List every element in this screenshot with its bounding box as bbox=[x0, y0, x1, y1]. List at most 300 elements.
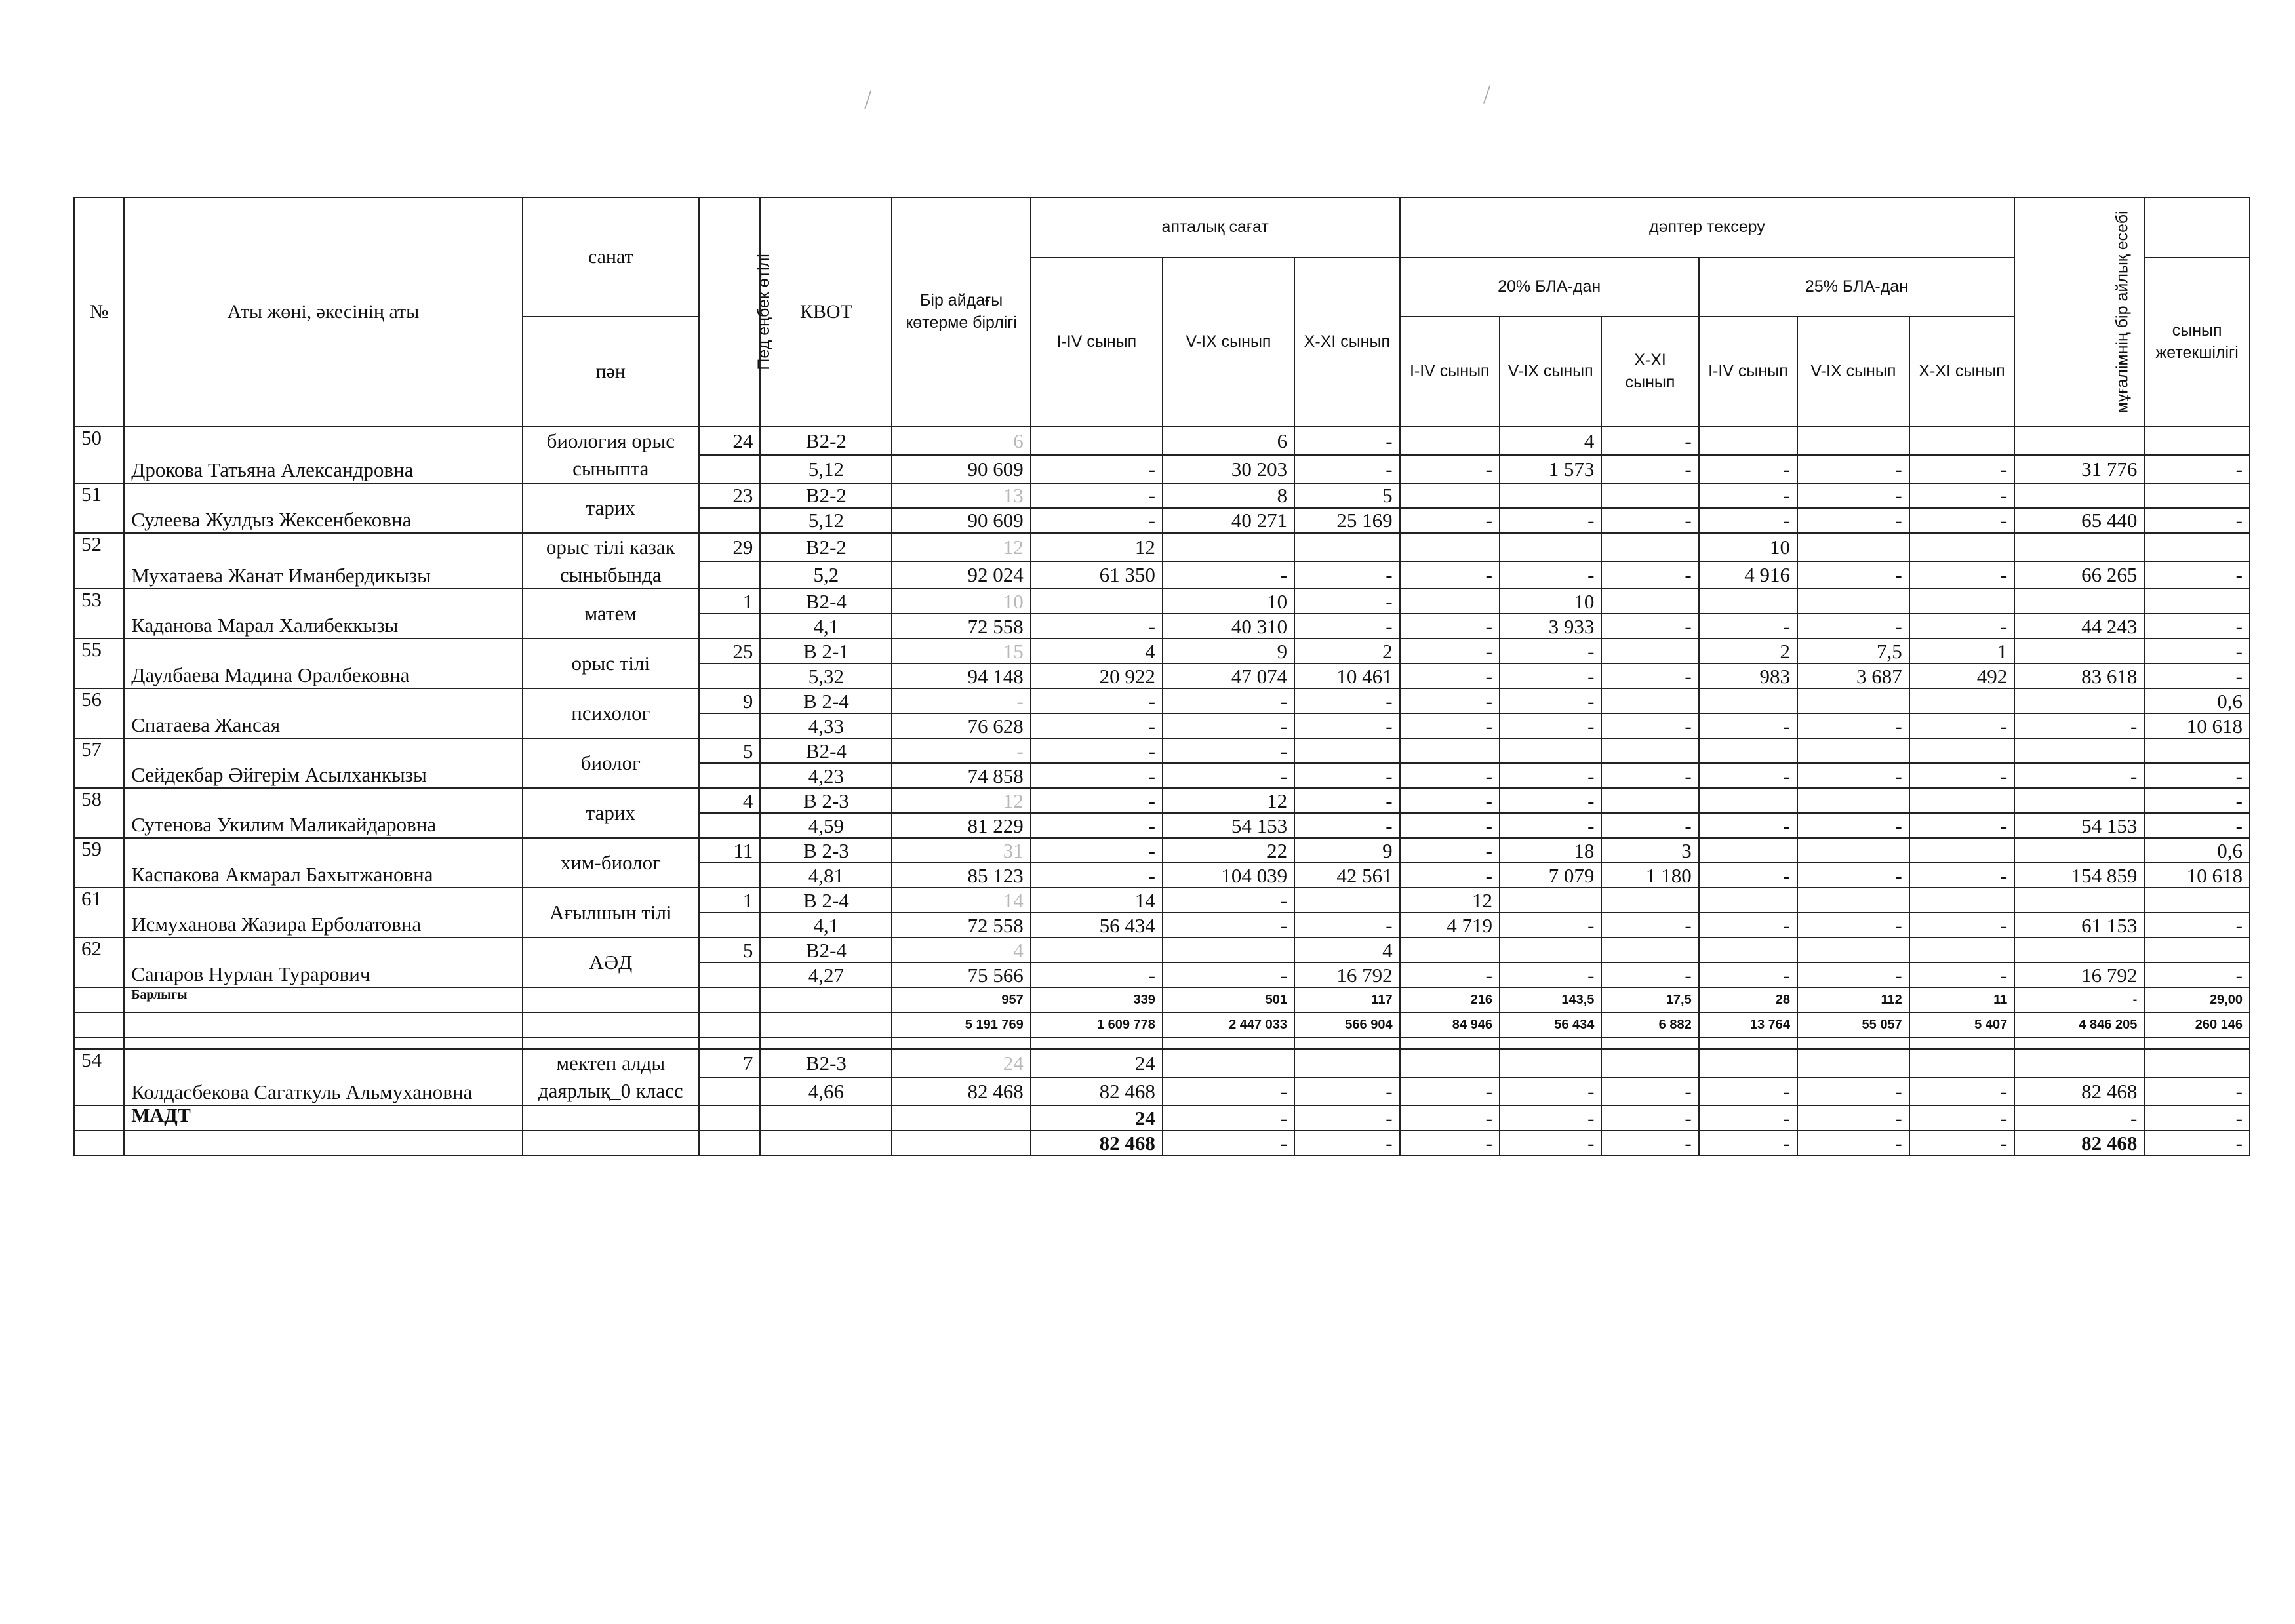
table-cell: - bbox=[2144, 962, 2250, 987]
row-name: Колдасбекова Сагаткуль Альмухановна bbox=[124, 1049, 523, 1105]
table-cell: - bbox=[1031, 688, 1163, 713]
table-cell: - bbox=[1699, 508, 1797, 533]
table-cell: - bbox=[1294, 614, 1400, 639]
table-cell bbox=[1601, 888, 1698, 913]
table-cell: - bbox=[1294, 1077, 1400, 1105]
table-cell bbox=[1500, 938, 1601, 962]
header-unit: Бір айдағы көтерме бірлігі bbox=[892, 197, 1030, 427]
table-cell: - bbox=[1294, 913, 1400, 938]
table-cell: 24 bbox=[1031, 1049, 1163, 1077]
table-cell: 94 148 bbox=[892, 663, 1030, 688]
table-cell: - bbox=[1601, 508, 1698, 533]
table-cell: - bbox=[1797, 713, 1909, 738]
table-cell: - bbox=[1699, 713, 1797, 738]
table-cell: - bbox=[1909, 1077, 2015, 1105]
row-subject: АӘД bbox=[523, 938, 699, 987]
header-w-c14: I-IV сынып bbox=[1031, 258, 1163, 427]
row-ped: 1 bbox=[699, 589, 760, 614]
table-cell: - bbox=[1294, 688, 1400, 713]
table-cell: 1 573 bbox=[1500, 455, 1601, 483]
table-cell: 5,2 bbox=[760, 561, 892, 589]
table-cell: - bbox=[1294, 561, 1400, 589]
table-cell: - bbox=[1601, 913, 1698, 938]
table-cell: - bbox=[1500, 713, 1601, 738]
table-cell bbox=[1601, 1049, 1698, 1077]
table-cell: 16 792 bbox=[2014, 962, 2144, 987]
table-cell: - bbox=[1294, 763, 1400, 788]
totals-cell: 5 407 bbox=[1909, 1012, 2015, 1037]
table-cell: - bbox=[1797, 614, 1909, 639]
totals-cell: 4 846 205 bbox=[2014, 1012, 2144, 1037]
table-cell: 5,12 bbox=[760, 508, 892, 533]
header-20-c59: V-IX сынып bbox=[1500, 317, 1601, 427]
row-number: 53 bbox=[74, 589, 124, 639]
table-cell: В2-2 bbox=[760, 533, 892, 561]
table-cell: - bbox=[1909, 813, 2015, 838]
table-cell bbox=[2014, 533, 2144, 561]
table-cell bbox=[1699, 838, 1797, 863]
spacer-cell bbox=[1500, 1037, 1601, 1049]
row-number: 57 bbox=[74, 738, 124, 788]
spacer-cell bbox=[1601, 1037, 1698, 1049]
madt-cell: - bbox=[1601, 1130, 1698, 1155]
row-ped-blank bbox=[699, 455, 760, 483]
table-cell: 65 440 bbox=[2014, 508, 2144, 533]
row-subject: биология орыс сыныпта bbox=[523, 427, 699, 483]
table-cell: 4,66 bbox=[760, 1077, 892, 1105]
spacer-cell bbox=[892, 1037, 1030, 1049]
table-cell bbox=[1909, 688, 2015, 713]
table-cell: - bbox=[1400, 614, 1500, 639]
table-cell: 4 719 bbox=[1400, 913, 1500, 938]
table-cell: 5,32 bbox=[760, 663, 892, 688]
madt-cell: - bbox=[1699, 1105, 1797, 1130]
header-sanat: санат bbox=[523, 197, 699, 317]
table-cell: 31 776 bbox=[2014, 455, 2144, 483]
table-cell: 3 bbox=[1601, 838, 1698, 863]
table-cell: - bbox=[1601, 962, 1698, 987]
table-cell: - bbox=[1400, 663, 1500, 688]
table-cell: - bbox=[2014, 713, 2144, 738]
table-cell: - bbox=[1031, 508, 1163, 533]
table-cell: 76 628 bbox=[892, 713, 1030, 738]
table-cell bbox=[2144, 1049, 2250, 1077]
scan-mark: / bbox=[1483, 79, 1491, 109]
table-row bbox=[74, 589, 2250, 614]
table-row bbox=[74, 838, 2250, 863]
madt-row bbox=[74, 1105, 2250, 1130]
madt-blank bbox=[760, 1105, 892, 1130]
madt-cell: - bbox=[1163, 1130, 1294, 1155]
row-subject: тарих bbox=[523, 483, 699, 533]
madt-cell: 24 bbox=[1031, 1105, 1163, 1130]
table-cell bbox=[1601, 688, 1698, 713]
table-cell: В 2-3 bbox=[760, 788, 892, 813]
row-ped: 23 bbox=[699, 483, 760, 508]
madt-cell: - bbox=[1500, 1105, 1601, 1130]
table-cell: 74 858 bbox=[892, 763, 1030, 788]
table-cell: В2-4 bbox=[760, 738, 892, 763]
table-cell bbox=[1909, 533, 2015, 561]
madt-label: МАДТ bbox=[124, 1105, 523, 1130]
table-cell bbox=[1797, 1049, 1909, 1077]
table-cell: - bbox=[1163, 713, 1294, 738]
totals-blank bbox=[74, 1012, 124, 1037]
table-cell: - bbox=[1500, 813, 1601, 838]
table-cell: - bbox=[1163, 763, 1294, 788]
table-cell: 10 618 bbox=[2144, 863, 2250, 888]
totals-cell: 260 146 bbox=[2144, 1012, 2250, 1037]
row-ped: 5 bbox=[699, 938, 760, 962]
table-cell: 30 203 bbox=[1163, 455, 1294, 483]
table-cell: 54 153 bbox=[2014, 813, 2144, 838]
table-cell: - bbox=[1400, 863, 1500, 888]
table-cell: - bbox=[1797, 508, 1909, 533]
table-cell: 3 933 bbox=[1500, 614, 1601, 639]
table-cell: - bbox=[1500, 663, 1601, 688]
spacer-cell bbox=[124, 1037, 523, 1049]
table-cell: - bbox=[2144, 763, 2250, 788]
totals-cell: 11 bbox=[1909, 987, 2015, 1012]
row-name: Мухатаева Жанат Иманбердикызы bbox=[124, 533, 523, 589]
row-subject: Ағылшын тілі bbox=[523, 888, 699, 938]
table-cell: 40 310 bbox=[1163, 614, 1294, 639]
table-cell: 82 468 bbox=[1031, 1077, 1163, 1105]
totals-cell: 56 434 bbox=[1500, 1012, 1601, 1037]
table-cell bbox=[1909, 427, 2015, 455]
table-cell bbox=[1699, 688, 1797, 713]
spacer-cell bbox=[2144, 1037, 2250, 1049]
row-ped: 5 bbox=[699, 738, 760, 763]
table-cell: - bbox=[1797, 913, 1909, 938]
table-cell: 6 bbox=[1163, 427, 1294, 455]
table-cell bbox=[2014, 688, 2144, 713]
table-cell: - bbox=[1699, 863, 1797, 888]
table-cell bbox=[1500, 888, 1601, 913]
table-cell: - bbox=[1031, 455, 1163, 483]
madt-cell: - bbox=[1909, 1130, 2015, 1155]
table-cell bbox=[1797, 838, 1909, 863]
header-copy: дәптер тексеру bbox=[1400, 197, 2015, 258]
table-cell: - bbox=[1500, 688, 1601, 713]
totals-cell: - bbox=[2014, 987, 2144, 1012]
table-cell: 44 243 bbox=[2014, 614, 2144, 639]
totals-cell: 55 057 bbox=[1797, 1012, 1909, 1037]
table-cell: 10 461 bbox=[1294, 663, 1400, 688]
table-cell bbox=[1031, 589, 1163, 614]
table-cell: - bbox=[1163, 561, 1294, 589]
table-cell: - bbox=[1400, 455, 1500, 483]
table-cell: - bbox=[1400, 713, 1500, 738]
table-cell bbox=[1500, 738, 1601, 763]
totals-blank bbox=[523, 1012, 699, 1037]
table-row bbox=[74, 533, 2250, 561]
table-cell: 4,81 bbox=[760, 863, 892, 888]
table-cell: - bbox=[1601, 1077, 1698, 1105]
header-25-c59: V-IX сынып bbox=[1797, 317, 1909, 427]
table-cell: 492 bbox=[1909, 663, 2015, 688]
table-cell: 90 609 bbox=[892, 508, 1030, 533]
row-ped-blank bbox=[699, 813, 760, 838]
totals-cell: 117 bbox=[1294, 987, 1400, 1012]
table-cell: 72 558 bbox=[892, 614, 1030, 639]
table-cell: - bbox=[2144, 639, 2250, 663]
table-cell: - bbox=[892, 688, 1030, 713]
totals-no bbox=[74, 987, 124, 1012]
table-cell: - bbox=[1031, 738, 1163, 763]
table-cell: - bbox=[1500, 561, 1601, 589]
table-cell: 14 bbox=[1031, 888, 1163, 913]
table-cell bbox=[1601, 738, 1698, 763]
table-cell bbox=[1797, 738, 1909, 763]
row-number: 56 bbox=[74, 688, 124, 738]
table-cell: 9 bbox=[1294, 838, 1400, 863]
madt-cell: - bbox=[2144, 1105, 2250, 1130]
table-cell: 10 bbox=[892, 589, 1030, 614]
spacer-cell bbox=[2014, 1037, 2144, 1049]
row-ped: 4 bbox=[699, 788, 760, 813]
table-cell: - bbox=[1294, 788, 1400, 813]
totals-cell: 143,5 bbox=[1500, 987, 1601, 1012]
table-cell: 7 079 bbox=[1500, 863, 1601, 888]
spacer-cell bbox=[1909, 1037, 2015, 1049]
row-subject: орыс тілі казак сыныбында bbox=[523, 533, 699, 589]
table-cell bbox=[1601, 938, 1698, 962]
totals-cell: 29,00 bbox=[2144, 987, 2250, 1012]
totals-label: Барлыгы bbox=[124, 987, 523, 1012]
table-cell: 4,23 bbox=[760, 763, 892, 788]
row-subject: мектеп алды даярлық_0 класс bbox=[523, 1049, 699, 1105]
table-cell: - bbox=[1797, 483, 1909, 508]
header-teacher: мұғалімнің бір айлық есебі bbox=[2014, 197, 2144, 427]
row-ped: 7 bbox=[699, 1049, 760, 1077]
row-ped-blank bbox=[699, 913, 760, 938]
table-cell bbox=[1699, 589, 1797, 614]
table-cell: В 2-4 bbox=[760, 888, 892, 913]
table-cell: - bbox=[1400, 788, 1500, 813]
table-cell: В 2-1 bbox=[760, 639, 892, 663]
table-cell: 104 039 bbox=[1163, 863, 1294, 888]
table-row bbox=[74, 427, 2250, 455]
table-cell: - bbox=[1909, 913, 2015, 938]
header-pct25: 25% БЛА-дан bbox=[1699, 258, 2015, 317]
table-cell bbox=[1601, 788, 1698, 813]
scan-mark: / bbox=[864, 85, 872, 114]
row-number: 55 bbox=[74, 639, 124, 688]
row-subject: матем bbox=[523, 589, 699, 639]
table-cell: 0,6 bbox=[2144, 838, 2250, 863]
row-number: 61 bbox=[74, 888, 124, 938]
table-cell bbox=[1909, 838, 2015, 863]
table-cell: - bbox=[1163, 738, 1294, 763]
salary-table bbox=[73, 197, 2250, 1156]
madt-no bbox=[74, 1105, 124, 1130]
row-ped: 1 bbox=[699, 888, 760, 913]
totals-blank bbox=[124, 1012, 523, 1037]
table-cell bbox=[2014, 589, 2144, 614]
table-cell: 83 618 bbox=[2014, 663, 2144, 688]
table-cell bbox=[1500, 483, 1601, 508]
table-cell: В 2-4 bbox=[760, 688, 892, 713]
table-cell: 12 bbox=[1400, 888, 1500, 913]
table-cell: - bbox=[1500, 913, 1601, 938]
table-cell: - bbox=[1909, 614, 2015, 639]
table-cell: 16 792 bbox=[1294, 962, 1400, 987]
table-cell bbox=[2014, 427, 2144, 455]
table-cell bbox=[1699, 427, 1797, 455]
header-name: Аты жөні, әкесінің аты bbox=[124, 197, 523, 427]
table-cell bbox=[1294, 1049, 1400, 1077]
spacer-cell bbox=[1163, 1037, 1294, 1049]
table-cell: 82 468 bbox=[2014, 1077, 2144, 1105]
madt-cell: - bbox=[1909, 1105, 2015, 1130]
table-row bbox=[74, 738, 2250, 763]
table-cell: - bbox=[1163, 913, 1294, 938]
row-ped-blank bbox=[699, 962, 760, 987]
table-cell: - bbox=[1601, 763, 1698, 788]
madt-cell: - bbox=[2014, 1105, 2144, 1130]
totals-cell: 6 882 bbox=[1601, 1012, 1698, 1037]
row-name: Спатаева Жансая bbox=[124, 688, 523, 738]
totals-blank bbox=[523, 987, 699, 1012]
totals-cell: 28 bbox=[1699, 987, 1797, 1012]
table-cell bbox=[1797, 788, 1909, 813]
table-cell: 4 bbox=[1031, 639, 1163, 663]
table-cell: - bbox=[1601, 455, 1698, 483]
table-cell: - bbox=[2144, 813, 2250, 838]
table-cell: - bbox=[1400, 813, 1500, 838]
row-number: 50 bbox=[74, 427, 124, 483]
header-20-c14: I-IV сынып bbox=[1400, 317, 1500, 427]
table-cell: 72 558 bbox=[892, 913, 1030, 938]
table-cell bbox=[2014, 938, 2144, 962]
table-cell: - bbox=[1909, 863, 2015, 888]
totals-cell: 1 609 778 bbox=[1031, 1012, 1163, 1037]
table-cell bbox=[2144, 738, 2250, 763]
table-cell: 56 434 bbox=[1031, 913, 1163, 938]
table-cell: - bbox=[1031, 863, 1163, 888]
row-name: Сулеева Жулдыз Жексенбековна bbox=[124, 483, 523, 533]
row-ped-blank bbox=[699, 663, 760, 688]
table-cell: - bbox=[1400, 962, 1500, 987]
table-cell: 81 229 bbox=[892, 813, 1030, 838]
table-cell: - bbox=[1294, 455, 1400, 483]
header-20-c1011: X-XI сынып bbox=[1601, 317, 1698, 427]
table-cell bbox=[1400, 483, 1500, 508]
madt-cell: - bbox=[1400, 1130, 1500, 1155]
table-cell: - bbox=[1797, 455, 1909, 483]
table-cell: - bbox=[1797, 962, 1909, 987]
header-w-c59: V-IX сынып bbox=[1163, 258, 1294, 427]
table-cell bbox=[1294, 738, 1400, 763]
header-weekly: апталық сағат bbox=[1031, 197, 1400, 258]
table-cell bbox=[1163, 533, 1294, 561]
table-cell: - bbox=[1031, 614, 1163, 639]
spacer-cell bbox=[1797, 1037, 1909, 1049]
table-cell: 4 bbox=[1500, 427, 1601, 455]
table-cell bbox=[2144, 589, 2250, 614]
table-cell: - bbox=[1601, 561, 1698, 589]
table-cell: - bbox=[1294, 427, 1400, 455]
table-cell: - bbox=[1400, 1077, 1500, 1105]
row-ped-blank bbox=[699, 713, 760, 738]
table-cell: - bbox=[1699, 614, 1797, 639]
table-cell bbox=[1797, 688, 1909, 713]
table-cell: 5,12 bbox=[760, 455, 892, 483]
table-cell bbox=[1797, 888, 1909, 913]
table-cell: 14 bbox=[892, 888, 1030, 913]
table-cell bbox=[2144, 533, 2250, 561]
table-cell bbox=[1500, 1049, 1601, 1077]
table-cell bbox=[1797, 533, 1909, 561]
table-cell: - bbox=[1909, 483, 2015, 508]
table-cell: 3 687 bbox=[1797, 663, 1909, 688]
table-cell: 12 bbox=[1163, 788, 1294, 813]
row-name: Каданова Марал Халибеккызы bbox=[124, 589, 523, 639]
table-cell: - bbox=[1500, 788, 1601, 813]
table-cell bbox=[1400, 1049, 1500, 1077]
row-ped-blank bbox=[699, 863, 760, 888]
spacer-cell bbox=[1031, 1037, 1163, 1049]
table-cell: - bbox=[1500, 763, 1601, 788]
spacer-cell bbox=[699, 1037, 760, 1049]
table-cell: - bbox=[1699, 455, 1797, 483]
table-cell: - bbox=[1031, 838, 1163, 863]
table-cell: 12 bbox=[892, 533, 1030, 561]
row-number: 52 bbox=[74, 533, 124, 589]
table-cell: - bbox=[2014, 763, 2144, 788]
table-cell bbox=[1699, 938, 1797, 962]
table-cell: 42 561 bbox=[1294, 863, 1400, 888]
table-cell: - bbox=[1699, 813, 1797, 838]
table-cell: В2-4 bbox=[760, 589, 892, 614]
table-cell: - bbox=[1909, 962, 2015, 987]
row-ped-blank bbox=[699, 1077, 760, 1105]
table-cell bbox=[2014, 1049, 2144, 1077]
table-cell: 4,33 bbox=[760, 713, 892, 738]
table-cell bbox=[1699, 788, 1797, 813]
madt-cell: - bbox=[1601, 1105, 1698, 1130]
madt-blank bbox=[760, 1130, 892, 1155]
table-cell bbox=[1031, 938, 1163, 962]
table-cell bbox=[1400, 427, 1500, 455]
header-w-c1011: X-XI сынып bbox=[1294, 258, 1400, 427]
table-cell: - bbox=[1601, 614, 1698, 639]
table-cell: 2 bbox=[1294, 639, 1400, 663]
row-ped-blank bbox=[699, 614, 760, 639]
table-cell bbox=[2014, 888, 2144, 913]
table-cell: - bbox=[2144, 508, 2250, 533]
table-cell: 61 350 bbox=[1031, 561, 1163, 589]
table-cell: - bbox=[1699, 483, 1797, 508]
table-cell: - bbox=[1797, 813, 1909, 838]
table-cell: 2 bbox=[1699, 639, 1797, 663]
table-cell: - bbox=[1699, 913, 1797, 938]
table-cell: - bbox=[1163, 1077, 1294, 1105]
table-cell: 4,1 bbox=[760, 614, 892, 639]
row-name: Сейдекбар Әйгерім Асылханкызы bbox=[124, 738, 523, 788]
table-cell: 12 bbox=[1031, 533, 1163, 561]
table-cell: - bbox=[1797, 1077, 1909, 1105]
madt-cell: - bbox=[1294, 1130, 1400, 1155]
row-ped-blank bbox=[699, 508, 760, 533]
table-row bbox=[74, 1049, 2250, 1077]
table-cell: 10 bbox=[1163, 589, 1294, 614]
madt-row bbox=[74, 1130, 2250, 1155]
table-cell: 20 922 bbox=[1031, 663, 1163, 688]
table-cell bbox=[1909, 888, 2015, 913]
row-number: 59 bbox=[74, 838, 124, 888]
